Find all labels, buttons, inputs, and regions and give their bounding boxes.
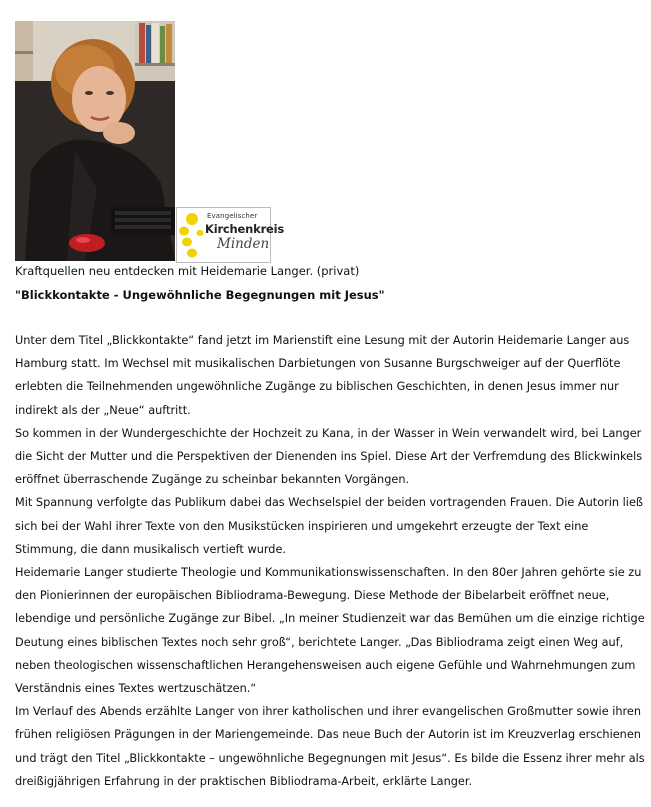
- paragraph: Heidemarie Langer studierte Theologie und Kommunikationswissenschaften. In den 80er Jahren gehörte sie zu den Pionierinnen der europäischen Bibliodrama-Bewegung. Diese Methode der Bibelarbeit eröffnet neue, lebendige und persönliche Zugänge zur Bibel. „In meiner Studienzeit war das Bemühen um die einzige richtige Deutung eines biblischen Textes noch sehr groß“, berichtete Langer. „Das Bibliodrama zeigt einen Weg auf, neben theologischen wissenschaftlichen Herangehensweisen auch eigene Gefühle und Wahrnehmungen zum Verständnis eines Textes wertzuschätzen.“: [15, 566, 645, 696]
- article-body: [15, 329, 645, 793]
- paragraph: So kommen in der Wundergeschichte der Hochzeit zu Kana, in der Wasser in Wein verwandelt wird, bei Langer die Sicht der Mutter und die Perspektiven der Dienenden ins Spiel. Diese Art der Verfremdung des Blickwinkels eröffnet überraschende Zugänge zu scheinbar bekannten Vorgängen.: [15, 426, 643, 487]
- author-photo: [15, 21, 175, 261]
- paragraph: Unter dem Titel „Blickkontakte“ fand jetzt im Marienstift eine Lesung mit der Autorin Heidemarie Langer aus Hamburg statt. Im Wechsel mit musikalischen Darbietungen von Susanne Burgschweiger auf der Querflöte erlebten die Teilnehmenden ungewöhnliche Zugänge zu biblischen Geschichten, in denen Jesus immer nur indirekt als der „Neue“ auftritt.: [15, 334, 630, 417]
- sunburst-icon: [178, 209, 208, 263]
- church-district-logo: [176, 207, 285, 263]
- logo-text-line1: Evangelischer: [207, 212, 258, 220]
- paragraph: Mit Spannung verfolgte das Publikum dabei das Wechselspiel der beiden vortragenden Frauen. Die Autorin ließ sich bei der Wahl ihrer Texte von den Musikstücken inspirieren und umgekehrt erzeugte der Text eine Stimmung, die dann musikalisch vertieft wurde.: [15, 496, 644, 556]
- paragraph: Im Verlauf des Abends erzählte Langer von ihrer katholischen und ihrer evangelischen Großmutter sowie ihren frühen religiösen Prägungen in der Mariengemeinde. Das neue Buch der Autorin ist im Kreuzverlag erschienen und trägt den Titel „Blickkontakte – ungewöhnliche Begegnungen mit Jesus“. Es bilde die Essenz ihrer mehr als dreißigjährigen Erfahrung in der praktischen Bibliodrama-Arbeit, erklärte Langer.: [15, 705, 645, 788]
- logo-text-line2: Kirchenkreis: [205, 222, 285, 236]
- logo-text-line3: Minden: [217, 236, 270, 252]
- image-caption: Kraftquellen neu entdecken mit Heidemarie Langer. (privat): [15, 264, 360, 278]
- author-photo-illustration: [15, 21, 175, 261]
- article-headline: "Blickkontakte - Ungewöhnliche Begegnungen mit Jesus": [15, 288, 385, 302]
